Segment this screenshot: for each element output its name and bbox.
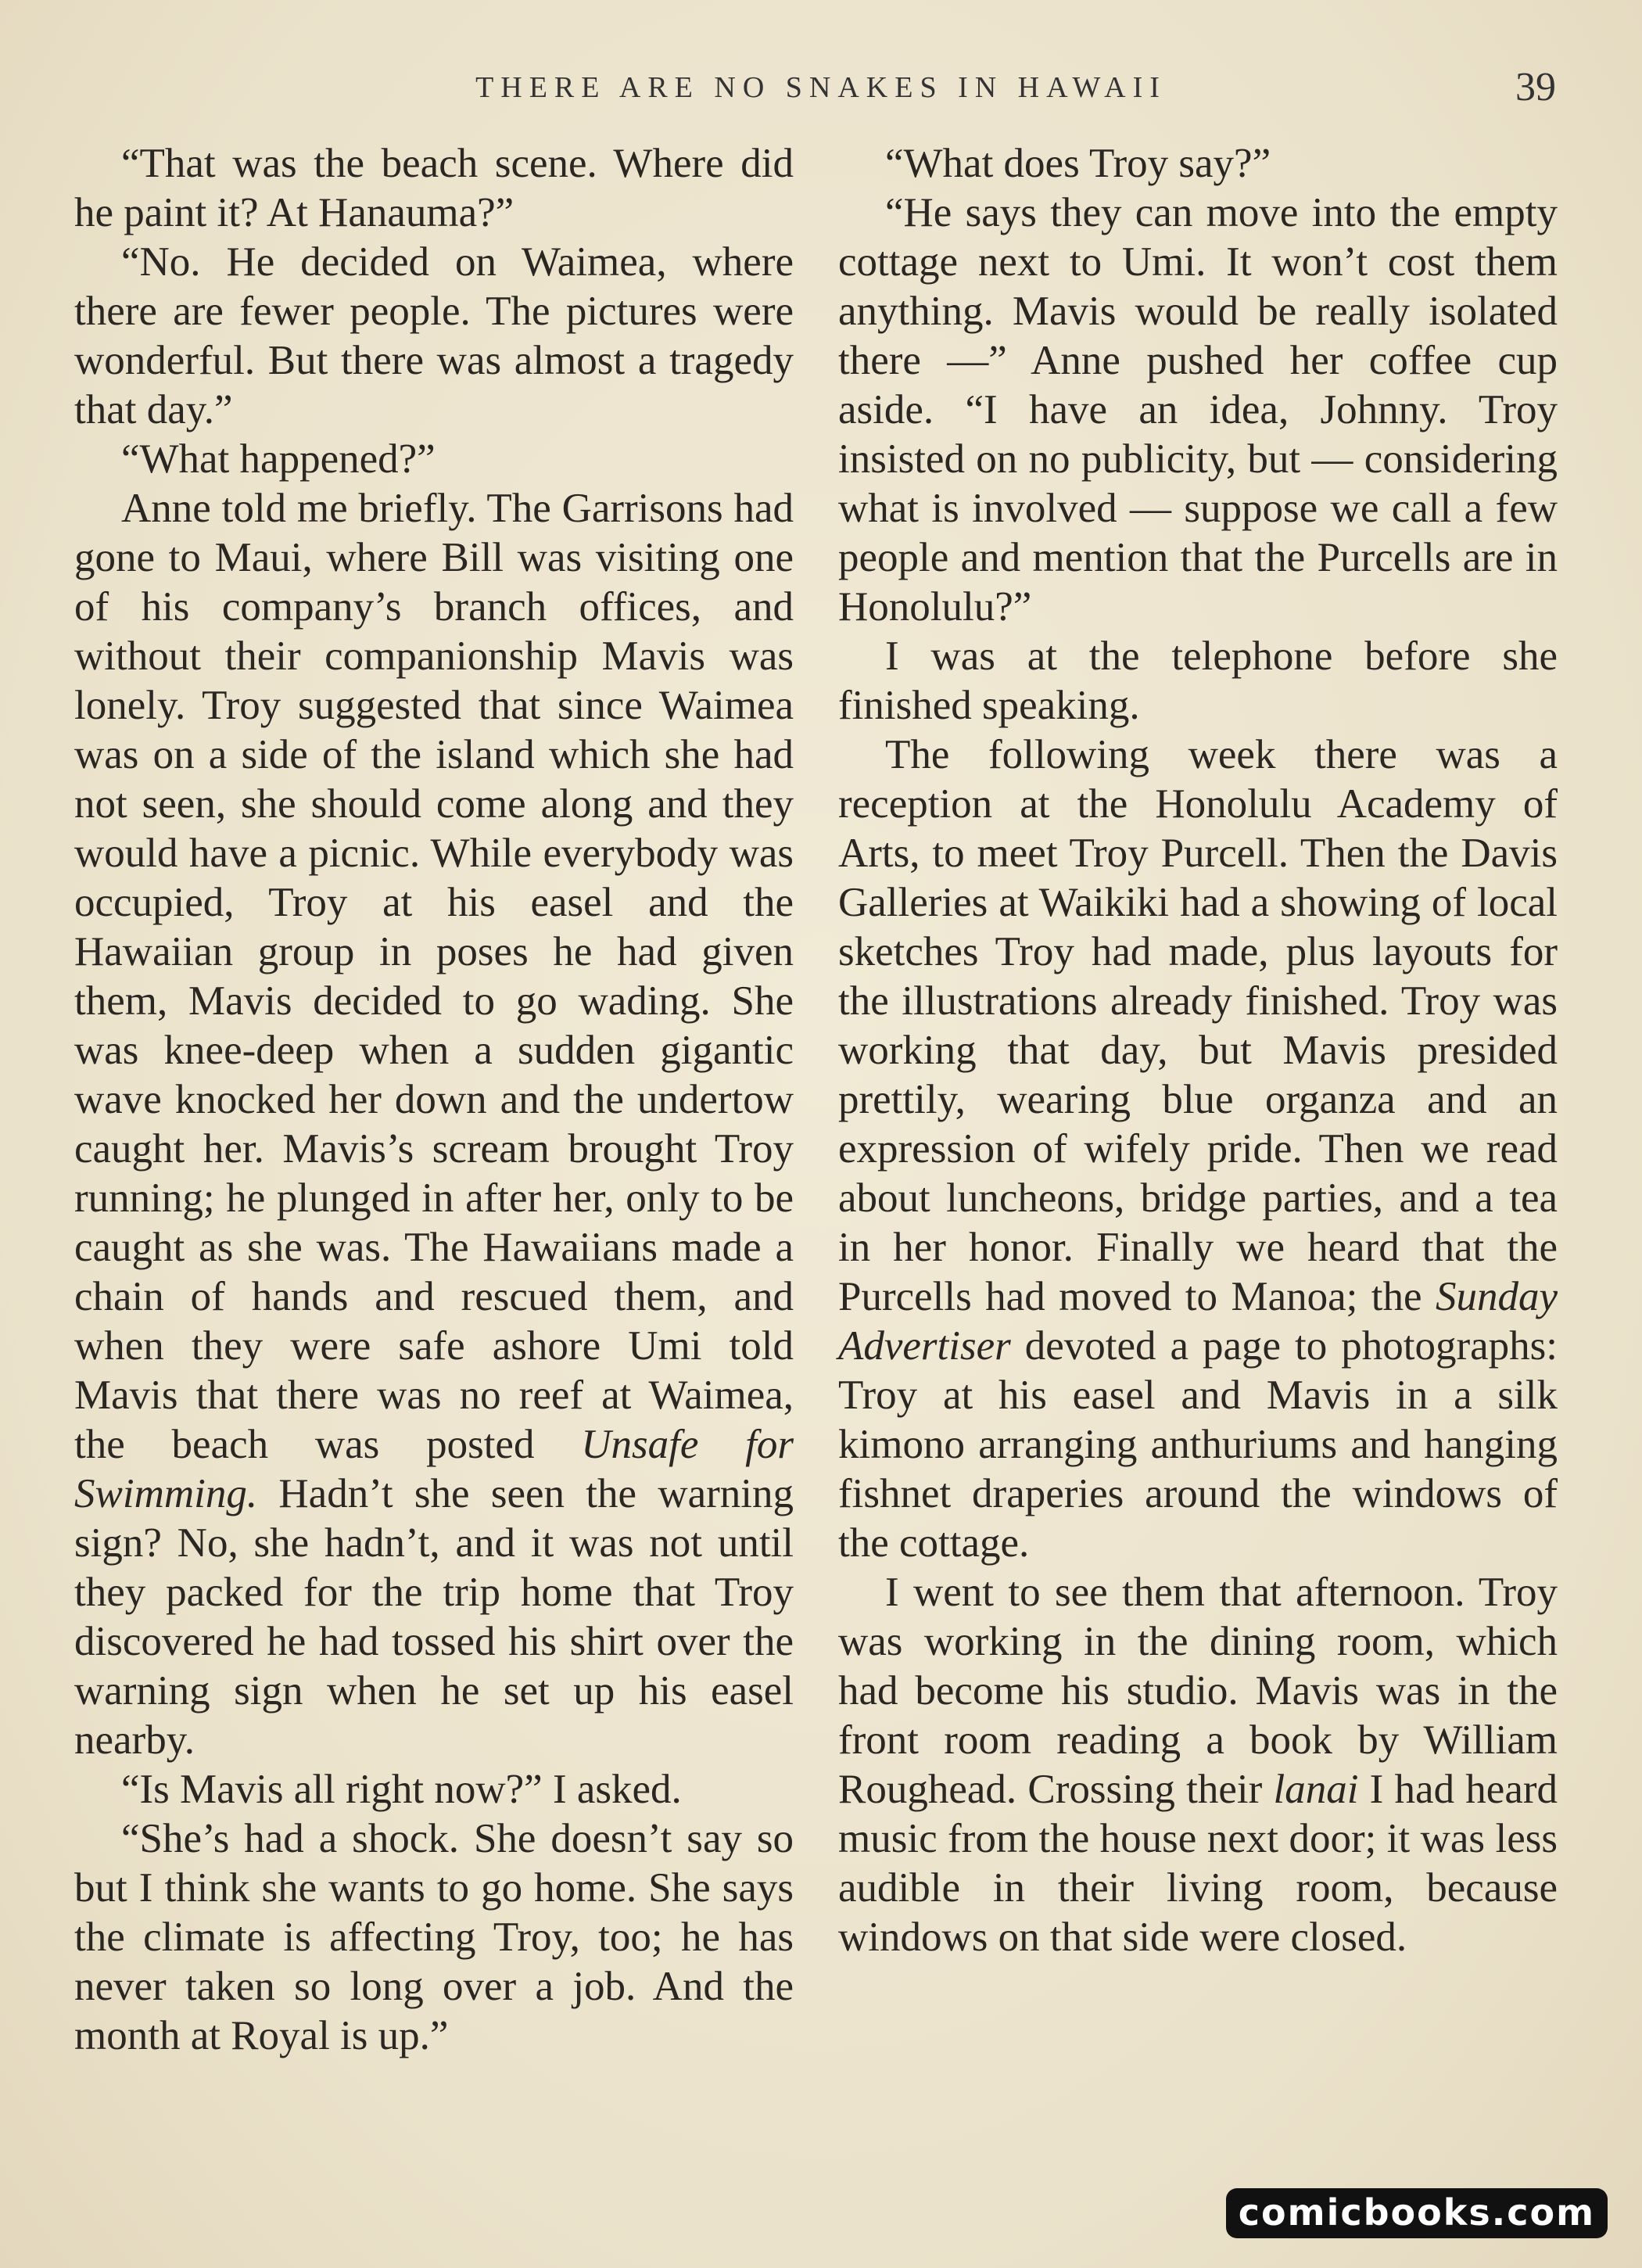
- paragraph: “She’s had a shock. She doesn’t say so but I think she wants to go home. She says the climate is affecting Troy, too; he has never taken so long over a job. And the month at Royal is up.”: [74, 1816, 794, 2058]
- page-number: 39: [1515, 65, 1556, 109]
- paragraph: “What happened?”: [121, 436, 436, 482]
- italic-phrase: lanai: [1273, 1767, 1359, 1812]
- paragraph-text: Anne told me briefly. The Garrisons had gone to Maui, where Bill was visiting one of his company’s branch offices, and without their companionship Mavis was lonely. Troy suggested that since Waimea was on a side of the island which she had not seen, she should come along and they would have a picnic. While everybody was occupied, Troy at his easel and the Hawaiian group in poses he had given them, Mavis decided to go wading. She was knee-deep when a sudden gigantic wave knocked her down and the undertow caught her. Mavis’s scream brought Troy running; he plunged in after her, only to be caught as she was. The Hawaiians made a chain of hands and rescued them, and when they were safe ashore Umi told Mavis that there was no reef at Waimea, the beach was posted: [74, 486, 794, 1467]
- running-title: THERE ARE NO SNAKES IN HAWAII: [475, 71, 1167, 104]
- paragraph-text: The following week there was a reception at the Honolulu Academy of Arts, to meet Troy Purcell. Then the Davis Galleries at Waikiki had a showing of local sketches Troy had made, plus layouts for the illustrations already finished. Troy was working that day, but Mavis presided prettily, wearing blue organza and an expression of wifely pride. Then we read about luncheons, bridge parties, and a tea in her honor. Finally we heard that the Purcells had moved to Manoa; the: [838, 732, 1558, 1319]
- paragraph-text: I had heard music from the house next door; it was less audible in their living room, because windows on that side were closed.: [838, 1767, 1558, 1960]
- paragraph: [74, 484, 794, 1765]
- paragraph: I was at the telephone before she finished speaking.: [838, 633, 1558, 728]
- paragraph: “He says they can move into the empty cottage next to Umi. It won’t cost them anything. Mavis would be really isolated there —” Anne pushed her coffee cup aside. “I have an idea, Johnny. Troy insisted on no publicity, but — considering what is involved — suppose we call a few people and mention that the Purcells are in Honolulu?”: [838, 190, 1558, 630]
- paragraph: [838, 730, 1558, 1568]
- right-column: [838, 139, 1558, 1962]
- watermark-logo: comicbooks.com: [1226, 2188, 1608, 2238]
- paragraph: “That was the beach scene. Where did he paint it? At Hanauma?”: [74, 141, 794, 235]
- left-column: [74, 139, 794, 2061]
- italic-phrase: Unsafe for Swimming.: [74, 1422, 794, 1516]
- paragraph: “No. He decided on Waimea, where there are fewer people. The pictures were wonderful. But there was almost a tragedy that day.”: [74, 239, 794, 432]
- paragraph-text: I went to see them that afternoon. Troy was working in the dining room, which had become his studio. Mavis was in the front room reading a book by William Roughead. Crossing their: [838, 1570, 1558, 1812]
- italic-phrase: Sunday Advertiser: [838, 1274, 1558, 1369]
- paragraph-text: Hadn’t she seen the warning sign? No, she hadn’t, and it was not until they packed for the trip home that Troy discovered he had tossed his shirt over the warning sign when he set up his easel nearby.: [74, 1471, 794, 1763]
- paragraph: “What does Troy say?”: [885, 141, 1271, 186]
- paragraph: “Is Mavis all right now?” I asked.: [121, 1767, 682, 1812]
- paragraph: [838, 1568, 1558, 1962]
- paragraph-text: devoted a page to photographs: Troy at his easel and Mavis in a silk kimono arranging anthuriums and hanging fishnet draperies around the windows of the cottage.: [838, 1323, 1558, 1566]
